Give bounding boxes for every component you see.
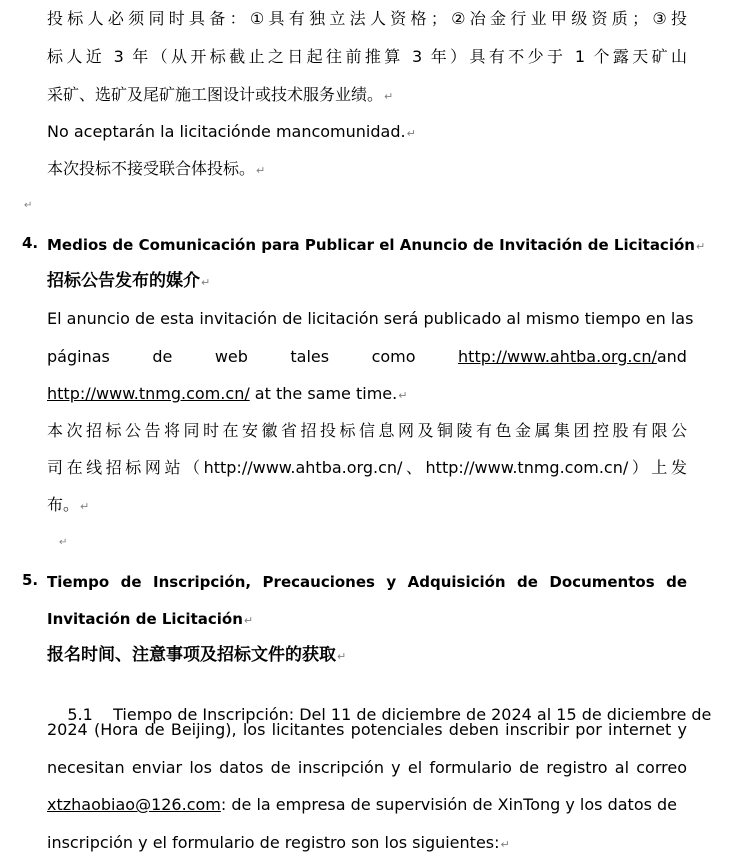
section-5-title-es-line-1 [47,571,687,593]
section-4-cn-line-2 [47,457,687,479]
and-word: and [656,347,687,366]
cn-requirements-text-3: 采矿、选矿及尾矿施工图设计或技术服务业绩。 [47,85,384,104]
section-4-title-es-line [47,234,706,258]
section-4-cn-text-1: 本次招标公告将同时在安徽省招投标信息网及铜陵有色金属集团控股有限公 [47,421,687,440]
section-4-cn-line-1 [47,420,687,442]
empty-paragraph-mark-icon: ↵ [24,200,33,211]
email-link[interactable]: xtzhaobiao@126.com [47,795,221,814]
section-5-1-line-5 [47,832,687,856]
section-5-title-cn: 报名时间、注意事项及招标文件的获取 [47,645,336,665]
section-5-1-text-2: 2024 (Hora de Beijing), los licitantes potenciales deben inscribir por internet y [47,720,687,739]
section-4-cn-line-3 [47,494,687,518]
ahtba-link[interactable]: http://www.ahtba.org.cn/ [458,347,657,366]
es-no-consortium-line [47,121,687,145]
section-4-number: 4. [22,234,39,252]
section-4-es-text-1: El anuncio de esta invitación de licitación será publicado al mismo tiempo en las [47,309,694,328]
cn-requirements-line-2 [47,46,687,68]
section-5-title-es-1: Tiempo de Inscripción, Precauciones y Adquisición de Documentos de [47,573,687,591]
cn-requirements-text-2: 标人近 3 年（从开标截止之日起往前推算 3 年）具有不少于 1 个露天矿山 [47,47,687,66]
paragraph-mark-icon: ↵ [243,614,254,627]
paragraph-mark-icon: ↵ [406,127,416,140]
tnmg-link[interactable]: http://www.tnmg.com.cn/ [47,384,250,403]
section-5-1-line-4 [47,794,687,816]
section-5-1-text-5: inscripción y el formulario de registro son los siguientes: [47,833,500,852]
paragraph-mark-icon: ↵ [384,90,394,103]
section-4-es-word: como [371,347,416,366]
section-4-es-word: páginas [47,347,110,366]
section-4-title-cn-line [47,270,687,294]
section-5-1-line-2 [47,719,687,741]
cn-requirements-text-1: 投标人必须同时具备：①具有独立法人资格；②冶金行业甲级资质；③投 [47,9,687,28]
paragraph-mark-icon: ↵ [500,838,510,851]
section-5-title-es-2: Invitación de Licitación [47,610,243,628]
section-5-1-line-3 [47,757,687,779]
section-4-cn-text-3: 布。 [47,495,80,514]
cn-no-consortium-text: 本次投标不接受联合体投标。 [47,159,256,178]
section-4-es-word: de [152,347,173,366]
section-4-es-line-2 [47,346,687,368]
section-5-1-text-1: 5.1 Tiempo de Inscripción: Del 11 de diciembre de 2024 al 15 de diciembre de [67,705,712,724]
es-no-consortium-text: No aceptarán la licitaciónde mancomunidad. [47,122,406,141]
paragraph-mark-icon: ↵ [80,500,90,513]
paragraph-mark-icon: ↵ [256,164,266,177]
section-4-es-word: web [214,347,248,366]
section-4-title-es: Medios de Comunicación para Publicar el Anuncio de Invitación de Licitación [47,236,695,254]
section-4-es-line-1 [47,308,694,330]
section-5-title-cn-line [47,644,687,668]
cn-no-consortium-line [47,158,687,182]
section-4-title-cn: 招标公告发布的媒介 [47,271,200,291]
section-4-es-word: tales [290,347,330,366]
cn-requirements-line-1 [47,8,687,30]
paragraph-mark-icon: ↵ [337,650,347,663]
section-5-number: 5. [22,571,39,589]
section-4-cn-text-2: 司在线招标网站（http://www.ahtba.org.cn/、http://www.tnmg.com.cn/）上发 [47,458,687,477]
cn-requirements-line-3 [47,84,687,108]
section-4-es-line-3 [47,383,687,407]
paragraph-mark-icon: ↵ [695,240,706,253]
paragraph-mark-icon: ↵ [398,389,408,402]
empty-paragraph-mark-icon: ↵ [59,537,68,548]
section-4-es-tail: at the same time. [249,384,398,403]
section-5-1-tail: : de la empresa de supervisión de XinTong y los datos de [220,795,678,814]
section-5-title-es-line-2 [47,608,687,632]
paragraph-mark-icon: ↵ [201,276,211,289]
section-5-1-text-3: necesitan enviar los datos de inscripción y el formulario de registro al correo [47,758,687,777]
